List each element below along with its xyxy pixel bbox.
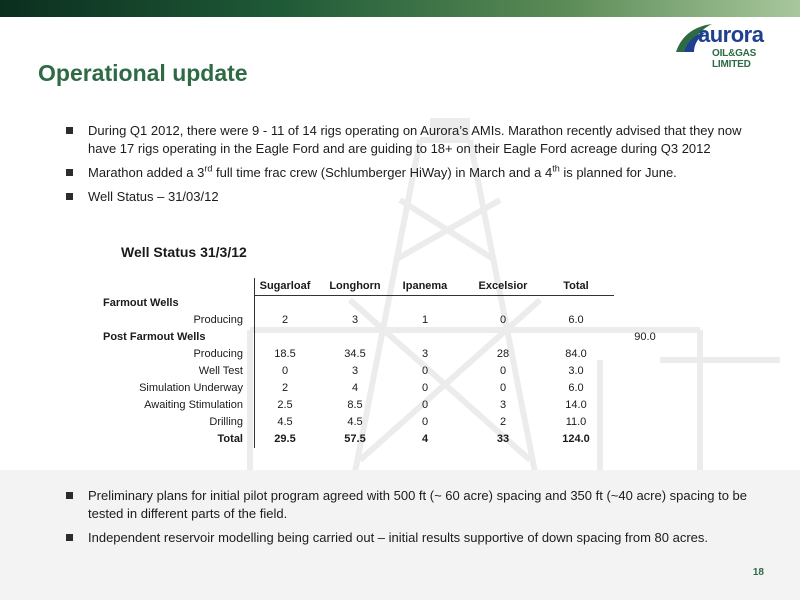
table-cell: 14.0 bbox=[565, 399, 587, 411]
table-cell: 0 bbox=[499, 365, 507, 377]
table-cell: 11.0 bbox=[565, 416, 587, 428]
table-cell: 0 bbox=[421, 416, 429, 428]
table-section-row bbox=[103, 329, 663, 346]
header-bar bbox=[0, 0, 800, 17]
table-cell: 4.5 bbox=[347, 416, 363, 428]
column-header: Excelsior bbox=[478, 280, 528, 292]
bullet-text: During Q1 2012, there were 9 - 11 of 14 rigs operating on Aurora’s AMIs. Marathon recently advised that they now have 17 rigs operating in the Eagle Ford and are guiding to 18+ on their Eagle Ford acreage during Q3 2012 bbox=[88, 123, 742, 156]
table-cell: 8.5 bbox=[347, 399, 363, 411]
bullet-text: Marathon added a 3 bbox=[88, 165, 205, 180]
table-cell: 4 bbox=[351, 382, 359, 394]
table-cell: 0 bbox=[421, 382, 429, 394]
table-row bbox=[103, 414, 663, 431]
row-label: Post Farmout Wells bbox=[103, 331, 206, 343]
table-extra-value: 90.0 bbox=[634, 331, 656, 343]
row-label: Farmout Wells bbox=[103, 297, 179, 309]
table-cell: 3 bbox=[351, 314, 359, 326]
table-cell: 84.0 bbox=[565, 348, 587, 360]
table-cell: 2.5 bbox=[277, 399, 293, 411]
column-header: Longhorn bbox=[329, 280, 381, 292]
bullet-square-icon bbox=[66, 193, 73, 200]
row-label: Drilling bbox=[209, 416, 243, 428]
table-row bbox=[103, 363, 663, 380]
row-label: Producing bbox=[193, 348, 243, 360]
table-cell: 0 bbox=[421, 365, 429, 377]
page-number: 18 bbox=[752, 567, 764, 578]
bullet-item bbox=[62, 487, 752, 523]
top-bullet-list bbox=[62, 122, 752, 212]
table-total-row bbox=[103, 431, 663, 448]
table-cell: 57.5 bbox=[344, 433, 366, 445]
table-cell: 4.5 bbox=[277, 416, 293, 428]
page-title: Operational update bbox=[38, 60, 248, 86]
table-cell: 29.5 bbox=[274, 433, 296, 445]
table-cell: 1 bbox=[421, 314, 429, 326]
row-label: Awaiting Stimulation bbox=[144, 399, 243, 411]
row-label: Producing bbox=[193, 314, 243, 326]
table-cell: 3 bbox=[421, 348, 429, 360]
bullet-text: Independent reservoir modelling being carried out – initial results supportive of down spacing from 80 acres. bbox=[88, 530, 709, 545]
bullet-text: Well Status – 31/03/12 bbox=[88, 189, 219, 204]
table-cell: 6.0 bbox=[568, 314, 584, 326]
table-cell: 33 bbox=[496, 433, 510, 445]
table-cell: 0 bbox=[281, 365, 289, 377]
bullet-square-icon bbox=[66, 492, 73, 499]
logo-text: aurora bbox=[698, 22, 764, 47]
table-cell: 0 bbox=[499, 314, 507, 326]
table-cell: 0 bbox=[499, 382, 507, 394]
table-cell: 2 bbox=[281, 382, 289, 394]
table-cell: 2 bbox=[281, 314, 289, 326]
logo-subtext: OIL&GAS LIMITED bbox=[712, 48, 757, 70]
bullet-item bbox=[62, 164, 752, 182]
row-label: Simulation Underway bbox=[139, 382, 243, 394]
table-cell: 124.0 bbox=[562, 433, 590, 445]
table-row bbox=[103, 312, 663, 329]
bullet-square-icon bbox=[66, 127, 73, 134]
row-label: Total bbox=[217, 433, 243, 445]
column-header: Sugarloaf bbox=[259, 280, 311, 292]
table-row bbox=[103, 397, 663, 414]
bullet-square-icon bbox=[66, 534, 73, 541]
bottom-bullet-list bbox=[62, 487, 752, 553]
table-cell: 6.0 bbox=[568, 382, 584, 394]
table-cell: 34.5 bbox=[344, 348, 366, 360]
bullet-text: full time frac crew (Schlumberger HiWay) in March and a 4 bbox=[212, 165, 553, 180]
table-cell: 2 bbox=[499, 416, 507, 428]
table-title: Well Status 31/3/12 bbox=[121, 244, 247, 260]
table-header-row bbox=[103, 278, 663, 295]
table-section-row bbox=[103, 295, 663, 312]
table-cell: 28 bbox=[496, 348, 510, 360]
table-row bbox=[103, 346, 663, 363]
table-row bbox=[103, 380, 663, 397]
bullet-item bbox=[62, 122, 752, 158]
table-cell: 0 bbox=[421, 399, 429, 411]
bullet-superscript: rd bbox=[204, 163, 213, 174]
bullet-square-icon bbox=[66, 169, 73, 176]
bullet-superscript: th bbox=[552, 163, 560, 174]
table-cell: 3 bbox=[351, 365, 359, 377]
aurora-logo bbox=[672, 22, 792, 70]
table-cell: 3.0 bbox=[568, 365, 584, 377]
column-header: Total bbox=[563, 280, 589, 292]
column-header: Ipanema bbox=[402, 280, 448, 292]
table-cell: 4 bbox=[421, 433, 429, 445]
bullet-item bbox=[62, 188, 752, 206]
table-cell: 18.5 bbox=[274, 348, 296, 360]
bullet-text: Preliminary plans for initial pilot program agreed with 500 ft (~ 60 acre) spacing and 350 ft (~40 acre) spacing to be tested in different parts of the field. bbox=[88, 488, 748, 521]
bullet-text: is planned for June. bbox=[559, 165, 677, 180]
table-cell: 3 bbox=[499, 399, 507, 411]
bullet-item bbox=[62, 529, 752, 547]
row-label: Well Test bbox=[198, 365, 243, 377]
